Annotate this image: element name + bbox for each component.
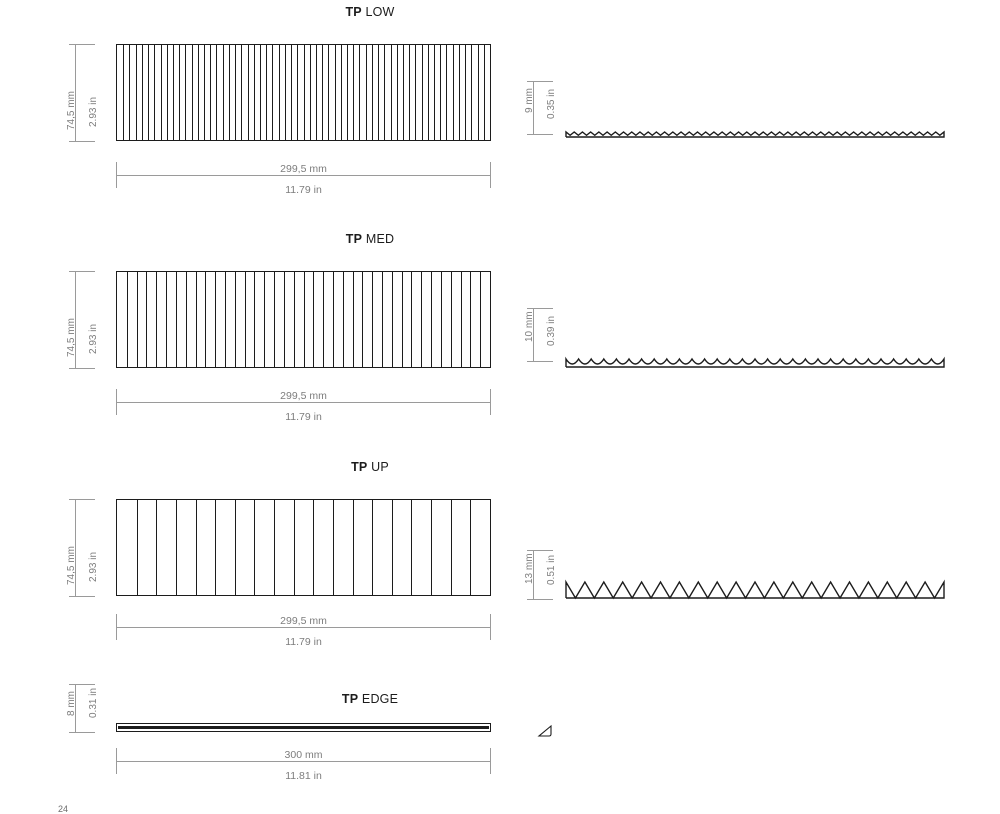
rib-line [291,45,292,140]
rib-line [391,45,392,140]
rib-line [322,45,323,140]
rib-line [245,272,246,367]
height-label-mm-tp-up: 74,5 mm [66,546,77,585]
height-label-in-tp-med: 2.93 in [88,323,99,354]
corner-profile-icon [536,722,554,740]
rib-line [470,272,471,367]
height-dim-tick-top-tp-med [69,271,95,272]
rib-line [362,272,363,367]
title-variant: UP [367,460,389,474]
rib-line [204,45,205,140]
rib-line [465,45,466,140]
rib-line [166,272,167,367]
rib-pattern-tp-up [117,500,490,595]
product-block-tp-low [0,0,1000,215]
rib-line [304,45,305,140]
rib-line [478,45,479,140]
rib-line [347,45,348,140]
section-view-tp-low [560,118,950,148]
section-profile-path [566,582,944,598]
rib-line [137,500,138,595]
rib-line [441,272,442,367]
rib-line [343,272,344,367]
thickness-label-in-tp-low: 0.35 in [546,88,557,119]
rib-line [215,500,216,595]
width-label-in-tp-low: 11.79 in [285,184,322,196]
rib-line [279,45,280,140]
section-view-tp-up [560,565,950,605]
rib-line [148,45,149,140]
rib-line [274,272,275,367]
height-dim-tick-bottom-tp-med [69,368,95,369]
height-label-mm-tp-edge: 8 mm [66,691,77,716]
rib-line [471,45,472,140]
rib-line [333,272,334,367]
title-variant: LOW [361,5,395,19]
rib-line [186,272,187,367]
height-label-in-tp-low: 2.93 in [88,96,99,127]
rib-line [480,272,481,367]
rib-line [185,45,186,140]
rib-line [461,272,462,367]
rib-line [313,272,314,367]
rib-line [294,500,295,595]
front-view-tp-med [116,271,491,368]
rib-line [167,45,168,140]
width-dim-line-tp-med [116,402,491,403]
height-dim-tick-bottom-tp-edge [69,732,95,733]
height-label-in-tp-up: 2.93 in [88,551,99,582]
rib-line [397,45,398,140]
rib-line [310,45,311,140]
rib-line [353,500,354,595]
width-label-mm-tp-up: 299,5 mm [280,615,327,627]
rib-line [304,272,305,367]
rib-line [392,500,393,595]
rib-line [459,45,460,140]
rib-line [403,45,404,140]
product-block-tp-edge [0,688,1000,808]
thickness-dim-tick-bottom-tp-med [527,361,553,362]
rib-line [215,272,216,367]
rib-line [272,45,273,140]
rib-line [297,45,298,140]
rib-line [335,45,336,140]
front-view-tp-low [116,44,491,141]
rib-line [156,500,157,595]
block-title-tp-med [0,232,870,246]
rib-line [451,272,452,367]
rib-line [453,45,454,140]
rib-line [353,272,354,367]
rib-line [446,45,447,140]
thickness-label-mm-tp-up: 13 mm [524,553,535,584]
rib-line [179,45,180,140]
rib-line [313,500,314,595]
thickness-dim-tick-bottom-tp-up [527,599,553,600]
rib-line [382,272,383,367]
section-profile-path [566,132,944,137]
title-brand: TP [345,232,363,246]
rib-line [216,45,217,140]
width-label-in-tp-up: 11.79 in [285,636,322,648]
rib-line [372,500,373,595]
thickness-label-in-tp-med: 0.39 in [546,315,557,346]
rib-line [142,45,143,140]
front-view-tp-edge [116,723,491,732]
rib-line [176,272,177,367]
rib-line [366,45,367,140]
rib-line [198,45,199,140]
rib-pattern-tp-low [117,45,490,140]
block-title-tp-low [0,5,870,19]
rib-line [161,45,162,140]
rib-line [378,45,379,140]
width-label-mm-tp-low: 299,5 mm [280,163,327,175]
thickness-dim-tick-top-tp-low [527,81,553,82]
edge-bar-fill [118,726,489,729]
thickness-label-mm-tp-low: 9 mm [524,88,535,113]
rib-line [146,272,147,367]
page-number: 24 [58,804,69,814]
rib-line [328,45,329,140]
width-dim-line-tp-edge [116,761,491,762]
height-dim-tick-top-tp-edge [69,684,95,685]
height-label-in-tp-edge: 0.31 in [88,687,99,718]
rib-line [225,272,226,367]
rib-line [359,45,360,140]
rib-line [421,272,422,367]
rib-line [264,272,265,367]
thickness-label-in-tp-up: 0.51 in [546,554,557,585]
rib-line [428,45,429,140]
height-label-mm-tp-med: 74,5 mm [66,318,77,357]
rib-line [484,45,485,140]
rib-line [260,45,261,140]
width-label-mm-tp-edge: 300 mm [284,749,323,761]
rib-line [173,45,174,140]
rib-line [123,45,124,140]
rib-line [137,272,138,367]
rib-line [205,272,206,367]
height-label-mm-tp-low: 74,5 mm [66,91,77,130]
rib-line [341,45,342,140]
front-view-tp-up [116,499,491,596]
rib-line [210,45,211,140]
rib-pattern-tp-med [117,272,490,367]
thickness-label-mm-tp-med: 10 mm [524,311,535,342]
rib-line [248,45,249,140]
product-block-tp-up [0,455,1000,670]
rib-line [470,500,471,595]
width-label-in-tp-edge: 11.81 in [285,770,322,782]
rib-line [384,45,385,140]
title-brand: TP [345,5,362,19]
rib-line [196,272,197,367]
height-dim-tick-top-tp-low [69,44,95,45]
section-profile-path [566,359,944,367]
rib-line [254,500,255,595]
title-variant: MED [362,232,395,246]
rib-line [411,500,412,595]
rib-line [294,272,295,367]
width-label-in-tp-med: 11.79 in [285,411,322,423]
rib-line [254,45,255,140]
rib-line [285,45,286,140]
height-dim-tick-bottom-tp-up [69,596,95,597]
rib-line [127,272,128,367]
title-variant: EDGE [358,692,399,706]
rib-line [451,500,452,595]
width-dim-line-tp-up [116,627,491,628]
section-view-tp-med [560,345,950,375]
rib-line [266,45,267,140]
rib-line [136,45,137,140]
rib-line [333,500,334,595]
rib-line [431,500,432,595]
height-dim-tick-bottom-tp-low [69,141,95,142]
product-block-tp-med [0,227,1000,442]
rib-line [353,45,354,140]
rib-line [235,272,236,367]
rib-line [156,272,157,367]
rib-line [392,272,393,367]
rib-line [440,45,441,140]
rib-line [129,45,130,140]
rib-line [176,500,177,595]
rib-line [316,45,317,140]
rib-line [235,45,236,140]
title-brand: TP [341,692,359,706]
width-dim-line-tp-low [116,175,491,176]
rib-line [402,272,403,367]
rib-line [235,500,236,595]
rib-line [284,272,285,367]
block-title-tp-edge [0,692,870,706]
rib-line [192,45,193,140]
rib-line [223,45,224,140]
rib-line [411,272,412,367]
rib-line [241,45,242,140]
rib-line [431,272,432,367]
rib-line [434,45,435,140]
rib-line [409,45,410,140]
thickness-dim-tick-top-tp-med [527,308,553,309]
block-title-tp-up [0,460,870,474]
rib-line [196,500,197,595]
title-brand: TP [351,460,368,474]
rib-line [254,272,255,367]
thickness-dim-tick-bottom-tp-low [527,134,553,135]
height-dim-tick-top-tp-up [69,499,95,500]
rib-line [372,45,373,140]
rib-line [154,45,155,140]
thickness-dim-tick-top-tp-up [527,550,553,551]
rib-line [274,500,275,595]
rib-line [372,272,373,367]
rib-line [422,45,423,140]
width-label-mm-tp-med: 299,5 mm [280,390,327,402]
rib-line [323,272,324,367]
rib-line [229,45,230,140]
rib-line [415,45,416,140]
